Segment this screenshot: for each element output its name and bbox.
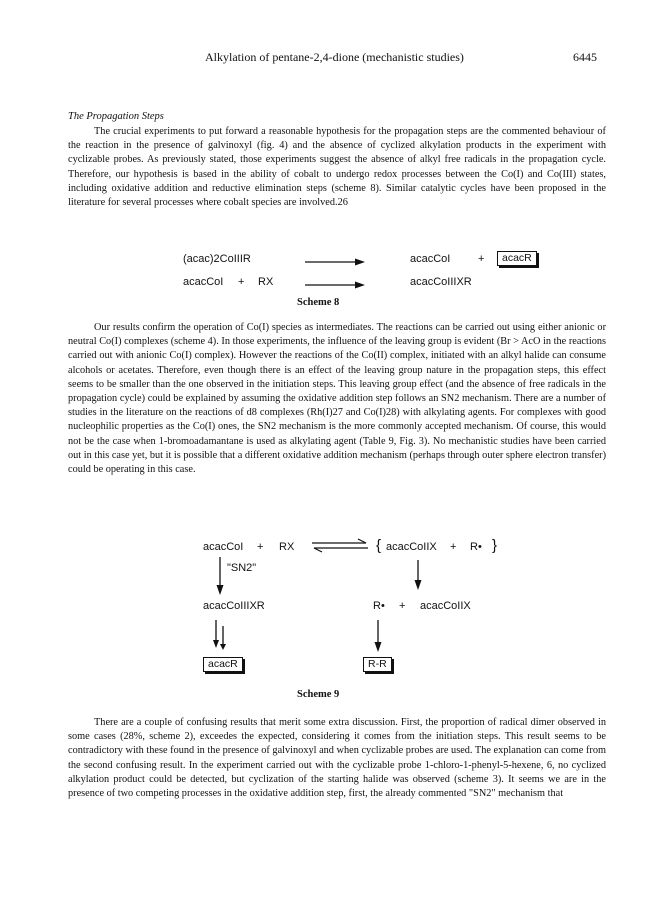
- scheme9-arrow-left-2: [210, 620, 230, 650]
- paragraph-3: [68, 716, 606, 801]
- scheme8-reactant-1: (acac)2CoIIIR: [183, 253, 251, 265]
- scheme8-plus-1: +: [478, 253, 485, 265]
- scheme8-rx: RX: [258, 276, 274, 288]
- scheme9-brace-close: }: [492, 537, 498, 554]
- scheme9-plus-2: +: [450, 541, 457, 553]
- paragraph-2-text: Our results confirm the operation of Co(I) species as intermediates. The reactions can be carried out using either anionic or neutral Co(I) complexes (scheme 4). In those experiments, the influence of the leaving group is evident (Br > AcO in the reactions carried out with anionic Co(I) complex). However the reactions of the Co(II) complex, initiated with an alkyl halide can consume alcohols or acetates. Therefore, even though there is an effect of the leaving group nature in the propagation steps, this effect seems to be smaller than the one observed in the initiation steps. This leaving group effect (and the absence of free radicals in the propagation cycle) could be explained by assuming the oxidative addition step follows an SN2 mechanism. There are a number of studies in the literature on the reactions of d8 complexes (Rh(I)27 and Co(I)28) with alkylating agents. For complexes with good nucleophilic properties as the Co(I) ones, the SN2 mechanism is the more commonly accepted mechanism. Of course, this would not be the case when 1-bromoadamantane is used as alkylating agent (Table 9, Fig. 3). No mechanistic studies have been carried out in this case yet, but it is possible that a different oxidative addition mechanism (perhaps through outer sphere electron transfer) could be operating in this case.: [68, 322, 606, 476]
- scheme9-product-box-left: acacR: [203, 657, 243, 672]
- scheme9-arrow-sn2: [215, 557, 225, 595]
- paragraph-1-text: The crucial experiments to put forward a reasonable hypothesis for the propagation steps are the commented behaviour of the reaction in the presence of galvinoxyl (fig. 4) and the absence of cyclized alkylation products in the experiment with cyclizable probes. As previously stated, those experiments suggest the absence of alkyl free radicals in the propagation cycle. Therefore, our hypothesis is based in the ability of cobalt to undergo redox processes between the Co(I) and Co(III) states, including oxidative addition and reductive elimination steps (scheme 8). Similar catalytic cycles have been proposed in the literature for several processes where cobalt species are involved.26: [68, 126, 606, 209]
- scheme8-arrow-2: [305, 281, 365, 289]
- scheme8-product-2: acacCoIIIXR: [410, 276, 472, 288]
- scheme9-oxidative-adduct: acacCoIIIXR: [203, 600, 265, 612]
- scheme9-radical-top: R•: [470, 541, 482, 553]
- scheme8-product-1: acacCoI: [410, 253, 451, 265]
- scheme8-product-box: acacR: [497, 251, 537, 266]
- scheme9-rx: RX: [279, 541, 295, 553]
- scheme9-caption: Scheme 9: [297, 689, 340, 700]
- scheme8-caption: Scheme 8: [297, 297, 340, 308]
- scheme9-plus-3: +: [399, 600, 406, 612]
- scheme8-reactant-2: acacCoI: [183, 276, 224, 288]
- scheme9-radical-mid: R•: [373, 600, 385, 612]
- scheme8-arrow-1: [305, 258, 365, 266]
- scheme9-intermediate: acacCoIIX: [386, 541, 437, 553]
- scheme9-product-box-right: R-R: [363, 657, 392, 672]
- paragraph-2: [68, 321, 606, 477]
- page-number: 6445: [573, 50, 597, 64]
- scheme9-sn2-label: "SN2": [227, 562, 257, 574]
- scheme9-equilibrium-arrow: [312, 539, 368, 553]
- scheme9-plus-1: +: [257, 541, 264, 553]
- running-title: Alkylation of pentane-2,4-dione (mechanistic studies): [205, 50, 464, 64]
- scheme9-cobalt-ii: acacCoIIX: [420, 600, 471, 612]
- scheme9-brace-open: {: [376, 537, 382, 554]
- paragraph-1: [68, 125, 606, 210]
- scheme9-arrow-right-2: [373, 620, 383, 652]
- scheme9-reactant: acacCoI: [203, 541, 244, 553]
- section-title: The Propagation Steps: [68, 111, 164, 122]
- paragraph-3-text: There are a couple of confusing results that merit some extra discussion. First, the proportion of radical dimer observed in some cases (28%, scheme 2), exceedes the expected, considering it comes from the initiation steps. This result seems to be contradictory with these found in the presence of galvinoxyl and when cyclizable probes are used. The explanation can come from the second confusing result. In the experiment carried out with the cyclizable probe 1-chloro-1-phenyl-5-hexene, 6, no cyclized alkylation product could be detected, but cyclization of the starting halide was observed (scheme 3). It seems we are in the presence of two competing processes in the oxidative addition step, first, the already commented "SN2" mechanism that: [68, 717, 606, 800]
- scheme8-plus-2: +: [238, 276, 245, 288]
- scheme9-arrow-right-1: [413, 560, 423, 590]
